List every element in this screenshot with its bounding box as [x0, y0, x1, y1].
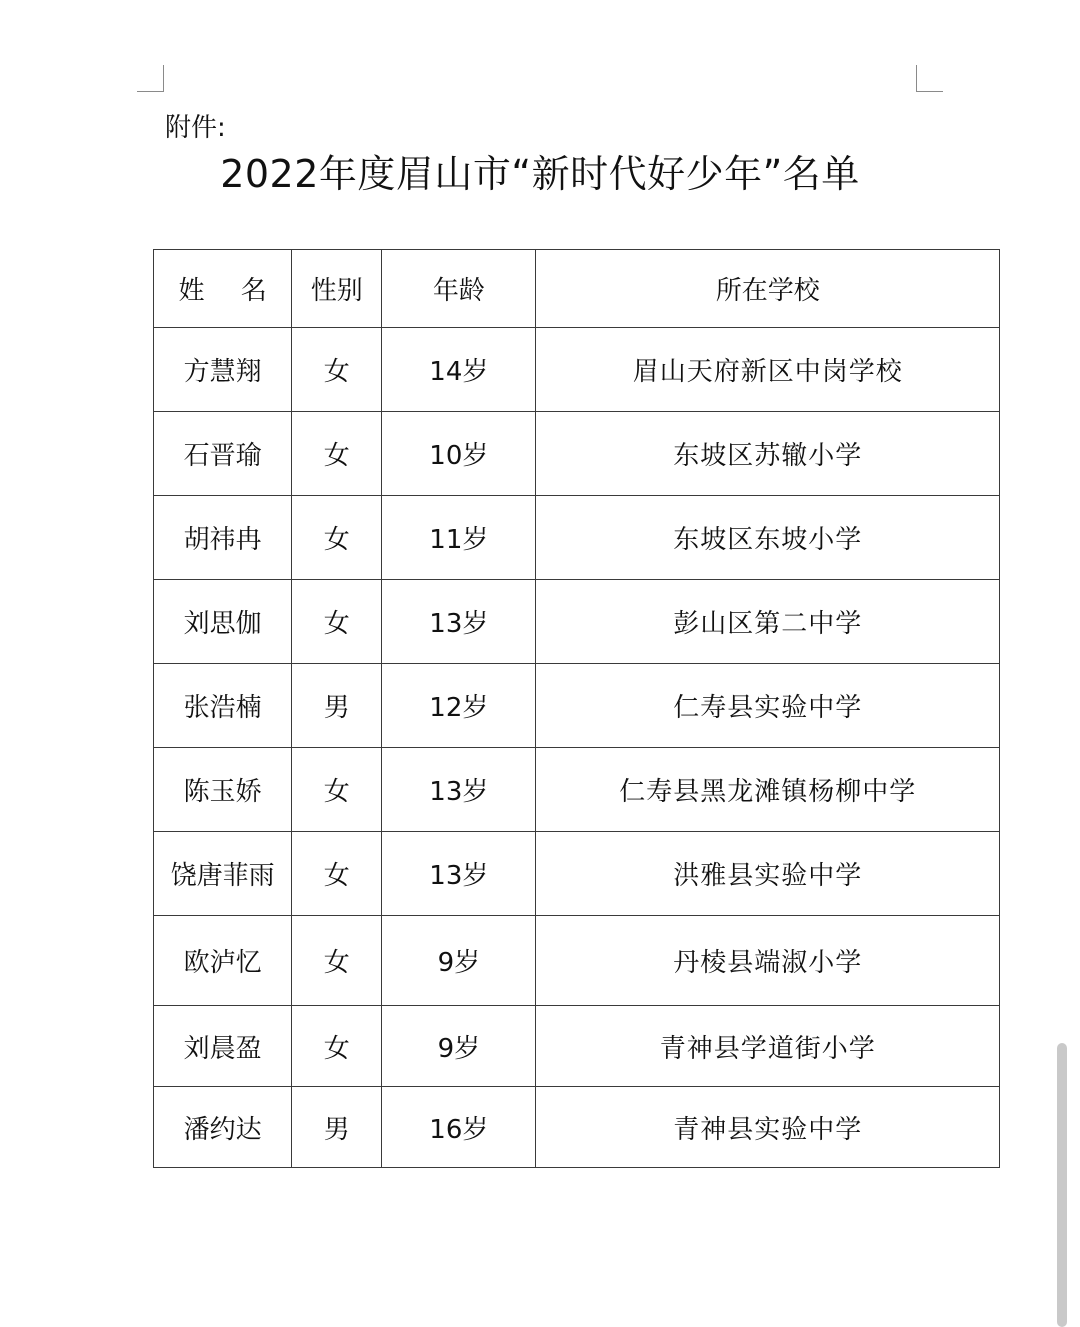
page-corner-mark-top-left	[137, 65, 164, 92]
cell-school: 东坡区苏辙小学	[536, 412, 1000, 496]
table-row	[154, 664, 1000, 748]
cell-gender: 女	[292, 496, 382, 580]
cell-school: 洪雅县实验中学	[536, 832, 1000, 916]
cell-age: 10岁	[382, 412, 536, 496]
cell-name: 陈玉娇	[154, 748, 292, 832]
cell-age: 9岁	[382, 1006, 536, 1087]
table-row	[154, 916, 1000, 1006]
table-row	[154, 832, 1000, 916]
page-corner-mark-top-right	[916, 65, 943, 92]
header-school: 所在学校	[536, 250, 1000, 328]
table-row	[154, 748, 1000, 832]
table-row	[154, 1006, 1000, 1087]
cell-age: 13岁	[382, 580, 536, 664]
vertical-scrollbar[interactable]	[1057, 1043, 1067, 1327]
cell-name: 欧泸忆	[154, 916, 292, 1006]
cell-name: 张浩楠	[154, 664, 292, 748]
cell-gender: 女	[292, 916, 382, 1006]
header-name: 姓 名	[154, 250, 292, 328]
cell-name: 刘晨盈	[154, 1006, 292, 1087]
table-row	[154, 496, 1000, 580]
cell-school: 东坡区东坡小学	[536, 496, 1000, 580]
cell-name: 刘思伽	[154, 580, 292, 664]
cell-name: 潘约达	[154, 1087, 292, 1168]
cell-age: 13岁	[382, 832, 536, 916]
document-title: 2022年度眉山市“新时代好少年”名单	[220, 152, 860, 196]
cell-gender: 女	[292, 748, 382, 832]
table-row	[154, 580, 1000, 664]
cell-gender: 男	[292, 1087, 382, 1168]
cell-age: 12岁	[382, 664, 536, 748]
table-header-row	[154, 250, 1000, 328]
cell-name: 石晋瑜	[154, 412, 292, 496]
cell-name: 胡祎冉	[154, 496, 292, 580]
cell-gender: 女	[292, 832, 382, 916]
cell-school: 丹棱县端淑小学	[536, 916, 1000, 1006]
cell-name: 饶唐菲雨	[154, 832, 292, 916]
cell-school: 眉山天府新区中岗学校	[536, 328, 1000, 412]
cell-school: 仁寿县实验中学	[536, 664, 1000, 748]
cell-gender: 男	[292, 664, 382, 748]
table-row	[154, 328, 1000, 412]
cell-age: 9岁	[382, 916, 536, 1006]
cell-school: 彭山区第二中学	[536, 580, 1000, 664]
cell-gender: 女	[292, 412, 382, 496]
header-age: 年龄	[382, 250, 536, 328]
cell-age: 11岁	[382, 496, 536, 580]
cell-age: 16岁	[382, 1087, 536, 1168]
cell-school: 青神县学道街小学	[536, 1006, 1000, 1087]
attachment-label: 附件:	[165, 113, 226, 143]
cell-gender: 女	[292, 580, 382, 664]
cell-age: 13岁	[382, 748, 536, 832]
cell-name: 方慧翔	[154, 328, 292, 412]
table-row	[154, 1087, 1000, 1168]
header-gender: 性别	[292, 250, 382, 328]
cell-age: 14岁	[382, 328, 536, 412]
cell-school: 青神县实验中学	[536, 1087, 1000, 1168]
cell-school: 仁寿县黑龙滩镇杨柳中学	[536, 748, 1000, 832]
table-row	[154, 412, 1000, 496]
roster-table	[153, 249, 1000, 1168]
cell-gender: 女	[292, 1006, 382, 1087]
cell-gender: 女	[292, 328, 382, 412]
